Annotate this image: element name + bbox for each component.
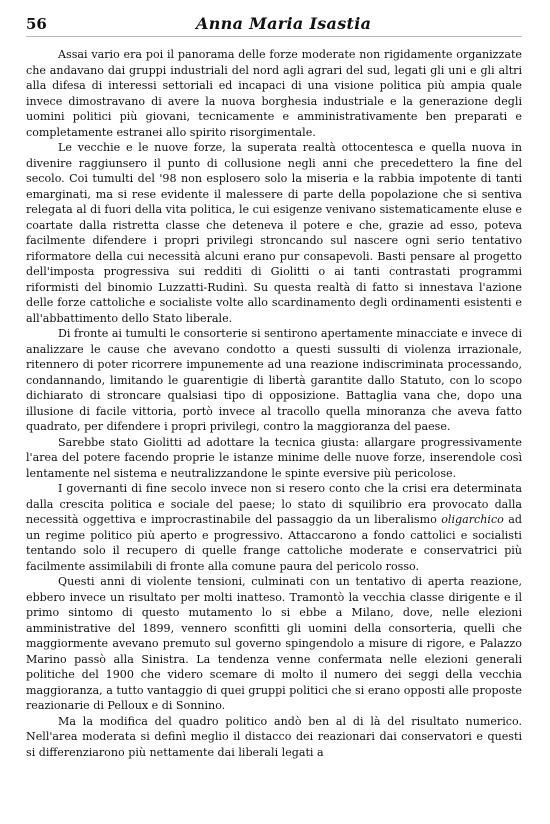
- paragraph: Assai vario era poi il panorama delle forze moderate non rigidamente organizzate che andavano dai gruppi industriali del nord agli agrari del sud, legati gli uni e gli altri alla difesa di interessi settoriali ed incapaci di una visione politica più ampia quale invece dimostravano di avere la nuova borghesia industriale e la generazione degli uomini politici più giovani, tecnicamente e amministrativamente ben preparati e completamente estranei allo spirito risorgimentale.: [26, 48, 522, 139]
- paragraph: Le vecchie e le nuove forze, la superata realtà ottocentesca e quella nuova in divenire raggiunsero il punto di collusione negli anni che precedettero la fine del secolo. Coi tumulti del '98 non esplosero solo la miseria e la rabbia impotente di tanti emarginati, ma si rese evidente il malessere di parte della popolazione che si sentiva relegata al di fuori della vita politica, le cui esigenze venivano sistematicamente eluse e coartate dalla ristretta classe che deteneva il potere e che, grazie ad esso, poteva facilmente difendere i propri privilegi stroncando sul nascere ogni serio tentativo riformatore della cui necessità alcuni erano pur consapevoli. Basti pensare al progetto dell'imposta progressiva sui redditi di Giolitti o ai tanti contrastati programmi riformisti del binomio Luzzatti-Rudinì. Su questa realtà di fatto si innestava l'azione delle forze cattoliche e socialiste volte allo scardinamento degli ordinamenti esistenti e all'abbattimento dello Stato liberale.: [26, 141, 522, 325]
- running-head: Anna Maria Isastia: [196, 14, 372, 33]
- page-header: [26, 14, 522, 37]
- paragraph: Questi anni di violente tensioni, culminati con un tentativo di aperta reazione, ebbero invece un risultato per molti inatteso. Tramontò la vecchia classe dirigente e il primo sintomo di questo mutamento lo si ebbe a Milano, dove, nelle elezioni amministrative del 1899, vennero sconfitti gli uomini della consorteria, quelli che maggiormente avevano premuto sul governo spingendolo a misure di rigore, e Palazzo Marino passò alla Sinistra. La tendenza venne confermata nelle elezioni generali politiche del 1900 che videro scemare di molto il numero dei seggi della vecchia maggioranza, a tutto vantaggio di quei gruppi politici che si erano opposti alle proposte reazionarie di Pelloux e di Sonnino.: [26, 575, 522, 712]
- paragraph: Sarebbe stato Giolitti ad adottare la tecnica giusta: allargare progressivamente l'area del potere facendo proprie le istanze minime delle nuove forze, inserendole così lentamente nel sistema e neutralizzandone le spinte eversive più pericolose.: [26, 435, 522, 480]
- emphasis: oligarchico: [441, 513, 504, 526]
- page-number: 56: [26, 15, 47, 33]
- paragraph: I governanti di fine secolo invece non si resero conto che la crisi era determinata dalla crescita politica e sociale del paese; lo stato di squilibrio era provocato dalla necessità oggettiva e improcrastinabile del passaggio da un liberalismo oligarchico ad un regime politico più aperto e progressivo. Attaccarono a fondo cattolici e socialisti tentando solo il recupero di quelle frange cattoliche moderate e conservatrici più facilmente assimilabili di fronte alla comune paura del pericolo rosso.: [26, 482, 522, 573]
- paragraph: Di fronte ai tumulti le consorterie si sentirono apertamente minacciate e invece di analizzare le cause che avevano condotto a questi sussulti di violenza irrazionale, ritennero di poter ricorrere impunemente ad una reazione indiscriminata processando, condannando, limitando le guarentigie di libertà garantite dallo Statuto, con lo scopo dichiarato di stroncare qualsiasi tipo di opposizione. Battaglia vana che, dopo una illusione di facile vittoria, portò invece al tracollo quella minoranza che aveva fatto quadrato, per difendere i propri privilegi, contro la maggioranza del paese.: [26, 327, 522, 433]
- body-text: [26, 47, 522, 760]
- paragraph: Ma la modifica del quadro politico andò ben al di là del risultato numerico. Nell'area moderata si definì meglio il distacco dei reazionari dai conservatori e questi si differenziarono più nettamente dai liberali legati a: [26, 714, 522, 759]
